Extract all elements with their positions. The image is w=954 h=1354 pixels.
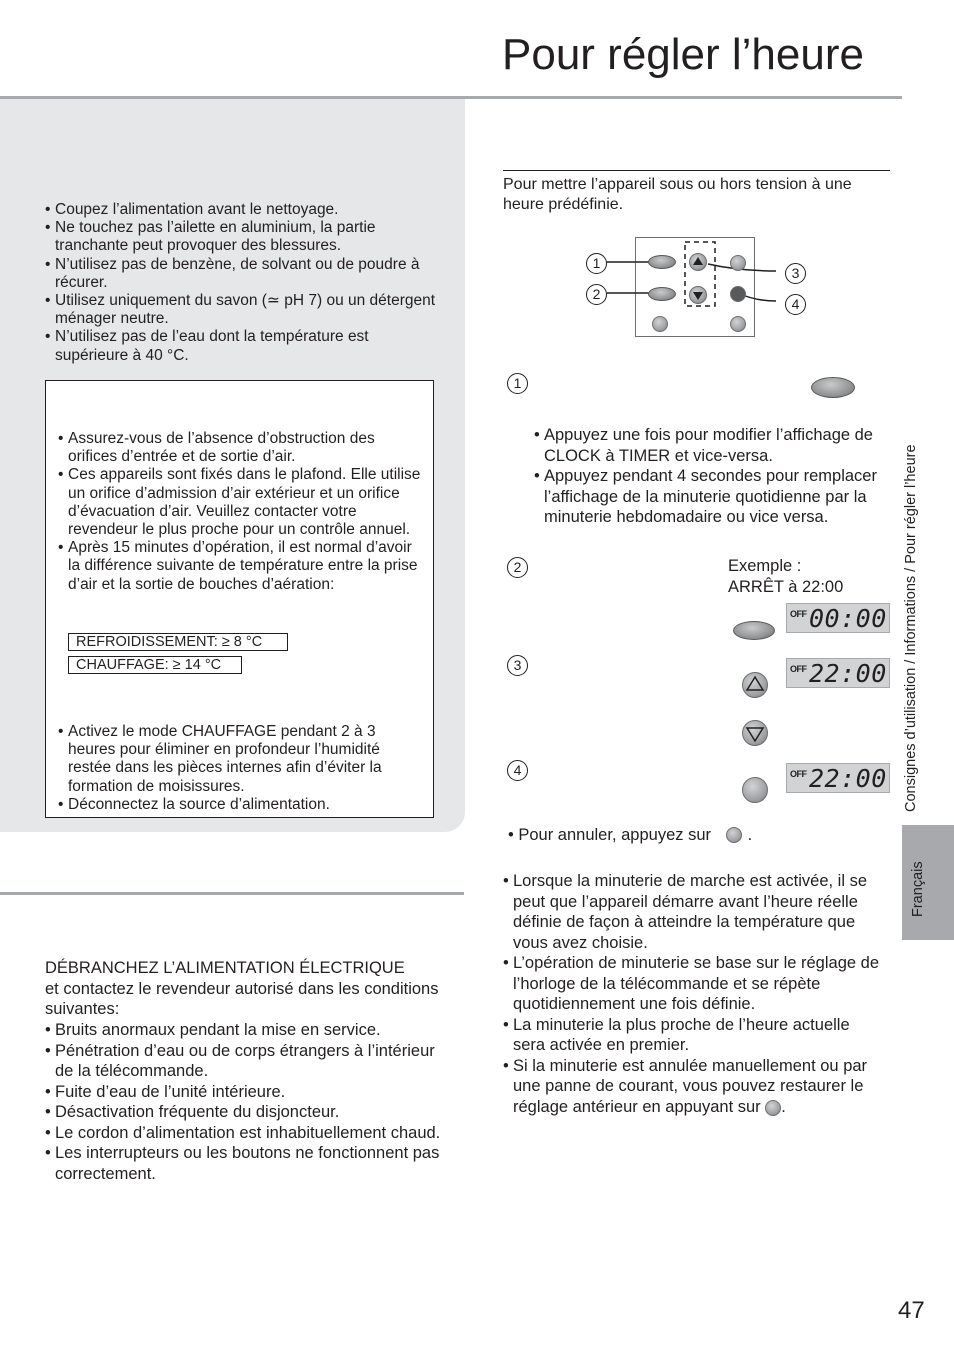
step1-list [534,425,894,528]
language-tab [902,825,954,940]
step-number: 4 [507,760,528,781]
list-item: • Déconnectez la source d’alimentation. [58,796,426,814]
up-button[interactable] [689,253,707,271]
example-line: Exemple : [728,557,802,575]
repair-intro-text: et contactez le revendeur autorisé dans les conditions suivantes: [45,979,439,1018]
lcd-off-label: OFF [790,769,807,779]
note-end: . [781,1097,786,1116]
list-item [45,292,445,328]
timer-button[interactable] [811,377,855,398]
maintenance-list [58,430,426,594]
list-item: • N’utilisez pas de benzène, de solvant ou de poudre à récurer. [45,256,445,292]
list-item [503,1056,883,1118]
callout-number: 4 [785,294,806,315]
step-number: 2 [507,557,528,578]
maintenance-list-after [58,723,426,814]
bullet: • [508,826,519,844]
cancel-end: . [747,826,753,844]
heating-difference: CHAUFFAGE: ≥ 14 °C [68,656,242,674]
list-item-text: Si la minuterie est annulée manuellement ou par une panne de courant, vous pouvez restaurer le réglage antérieur en appuyant sur [513,1056,868,1116]
lcd-display [786,763,890,793]
callout-number: 1 [586,253,607,274]
cancel-text: Pour annuler, appuyez sur [518,826,712,844]
cleaning-notes [45,201,445,365]
lcd-time: 22:00 [809,659,887,688]
timer-button[interactable] [648,255,676,269]
timer-intro: Pour mettre l’appareil sous ou hors tension à une heure prédéfinie. [503,176,852,213]
list-item: • Activez le mode CHAUFFAGE pendant 2 à 3 heures pour éliminer en profondeur l’humidité restée dans les pièces internes afin d’éviter la formation de moisissures. [58,723,426,796]
step-number: 1 [507,373,528,394]
lcd-display [786,603,890,633]
cancel-button[interactable] [726,827,742,843]
list-item: • Assurez-vous de l’absence d’obstruction des orifices d’entrée et de sortie d’air. [58,430,426,466]
lcd-off-label: OFF [790,664,807,674]
lcd-time: 22:00 [809,764,887,793]
cooling-difference: REFROIDISSEMENT: ≥ 8 °C [68,633,288,651]
list-item: • Bruits anormaux pendant la mise en service. [45,1020,455,1041]
page-title: Pour régler l’heure [502,30,864,79]
list-item: • N’utilisez pas de l’eau dont la température est supérieure à 40 °C. [45,328,445,364]
triangle-down-icon [743,721,767,745]
example-label [728,556,843,597]
confirm-button[interactable] [742,777,768,803]
lcd-off-label: OFF [790,609,807,619]
section-rule [0,892,464,895]
list-item: • Ne touchez pas l’ailette en aluminium, la partie tranchante peut provoquer des blessures. [45,219,445,255]
lcd-display [786,658,890,688]
cancel-instruction [508,825,752,846]
list-item: • Après 15 minutes d’opération, il est normal d’avoir la différence suivante de température entre la prise d’air et la sortie de bouches d’aération: [58,539,426,594]
section-side-text: Consignes d’utilisation / Informations / Pour régler l’heure [903,444,919,812]
up-button[interactable] [742,672,768,698]
list-item: • La minuterie la plus proche de l’heure actuelle sera activée en premier. [503,1015,883,1056]
triangle-up-icon [743,673,767,697]
list-item: • Les interrupteurs ou les boutons ne fonctionnent pas correctement. [45,1143,455,1184]
timer-rule [503,170,890,171]
repair-list [45,1020,455,1184]
set-button[interactable] [733,621,775,640]
language-tab-text: Français [910,861,926,917]
timer-notes [503,871,883,1117]
confirm-button[interactable] [730,286,746,302]
list-item: • Fuite d’eau de l’unité intérieure. [45,1082,455,1103]
remote-button[interactable] [730,316,746,332]
repair-intro [45,958,455,1020]
list-item: • Le cordon d’alimentation est inhabituellement chaud. [45,1123,455,1144]
set-button[interactable] [648,287,676,301]
triangle-up-icon [690,254,706,270]
remote-button[interactable] [652,316,668,332]
remote-button[interactable] [730,255,746,271]
down-button[interactable] [742,720,768,746]
list-item: • Appuyez pendant 4 secondes pour remplacer l’affichage de la minuterie quotidienne par la minuterie hebdomadaire ou vice versa. [534,466,894,528]
list-item: • Coupez l’alimentation avant le nettoyage. [45,201,445,219]
section-side-label [903,352,933,812]
cancel-button[interactable] [765,1100,781,1116]
callout-number: 3 [785,263,806,284]
callout-number: 2 [586,284,607,305]
list-item: • Désactivation fréquente du disjoncteur. [45,1102,455,1123]
list-item-text: Utilisez uniquement du savon (≃ pH 7) ou un détergent ménager neutre. [55,292,436,328]
repair-heading: DÉBRANCHEZ L’ALIMENTATION ÉLECTRIQUE [45,959,405,977]
example-line: ARRÊT à 22:00 [728,577,844,596]
page-number: 47 [898,1297,925,1324]
list-item: • L’opération de minuterie se base sur le réglage de l’horloge de la télécommande et se répète quotidiennement une fois définie. [503,953,883,1015]
list-item: • Pénétration d’eau ou de corps étrangers à l’intérieur de la télécommande. [45,1041,455,1082]
remote-diagram-lines [580,235,810,335]
triangle-down-icon [690,287,706,303]
list-item: • Ces appareils sont fixés dans le plafond. Elle utilise un orifice d’admission d’air extérieur et un orifice d’évacuation d’air. Veuillez contacter votre revendeur le plus proche pour un contrôle annuel. [58,466,426,539]
step-number: 3 [507,655,528,676]
list-item: • Lorsque la minuterie de marche est activée, il se peut que l’appareil démarre avant l’heure réelle définie de façon à atteindre la température que vous avez choisie. [503,871,883,953]
down-button[interactable] [689,286,707,304]
list-item: • Appuyez une fois pour modifier l’affichage de CLOCK à TIMER et vice-versa. [534,425,894,466]
lcd-time: 00:00 [809,604,887,633]
